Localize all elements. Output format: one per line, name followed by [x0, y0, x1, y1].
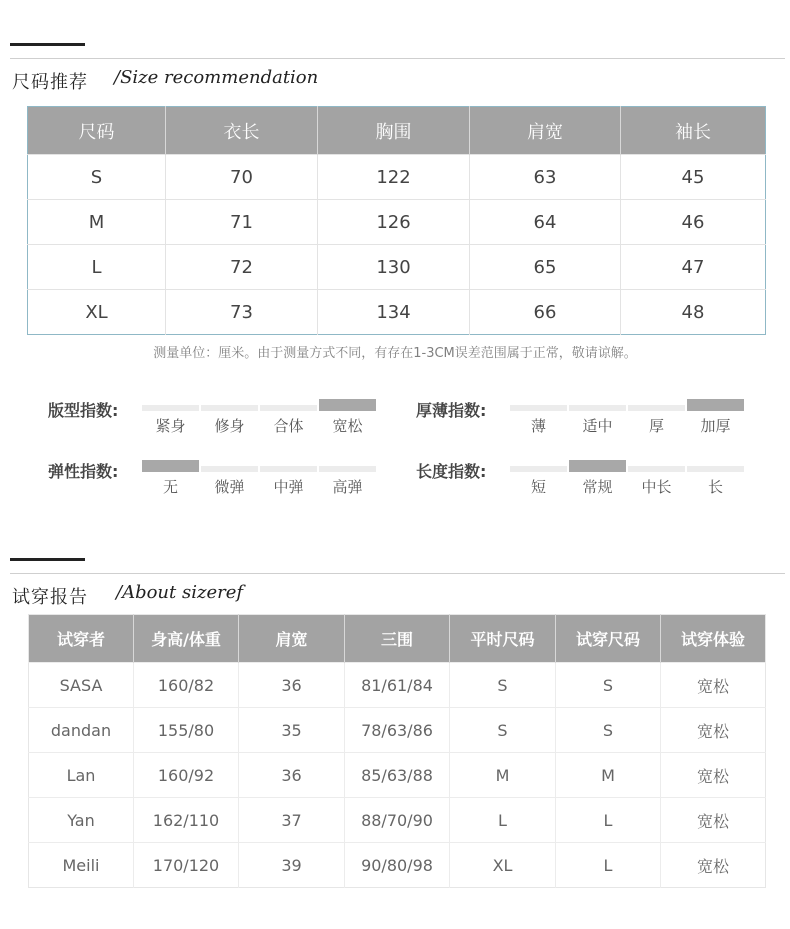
elasticity-index-bar	[319, 466, 376, 472]
elasticity-index-option-label: 中弹	[273, 478, 304, 496]
elasticity-index-option	[319, 460, 376, 497]
thickness-index-option	[687, 399, 744, 436]
fit-index-option-label: 合体	[273, 417, 304, 435]
size-table-cell: 73	[166, 290, 318, 335]
tryon-table-cell: M	[450, 753, 556, 798]
tryon-table-cell: 160/92	[134, 753, 239, 798]
length-index-option	[628, 460, 685, 497]
size-table-cell: 130	[318, 245, 470, 290]
size-table-cell: 126	[318, 200, 470, 245]
elasticity-index-option-label: 高弹	[332, 478, 363, 496]
tryon-table-cell: 宽松	[661, 753, 766, 798]
elasticity-index-option	[260, 460, 317, 497]
tryon-table-cell: 162/110	[134, 798, 239, 843]
size-table-row	[28, 245, 766, 290]
size-table-row	[28, 155, 766, 200]
size-table-cell: M	[28, 200, 166, 245]
size-table-header-cell: 衣长	[166, 107, 318, 155]
tryon-section-subtitle: /About sizeref	[116, 582, 244, 603]
size-table-row	[28, 290, 766, 335]
tryon-table-cell: L	[450, 798, 556, 843]
tryon-table-cell: 36	[239, 753, 345, 798]
tryon-table-header-cell: 试穿者	[29, 615, 134, 663]
tryon-table-cell: 78/63/86	[345, 708, 450, 753]
length-index-bar	[569, 460, 626, 472]
tryon-table-cell: M	[556, 753, 661, 798]
fit-index-option	[142, 399, 199, 436]
thickness-index-option-label: 厚	[648, 417, 664, 435]
thickness-index-bar	[569, 405, 626, 411]
tryon-table-cell: 160/82	[134, 663, 239, 708]
thickness-index-bar	[687, 399, 744, 411]
fit-index-scale	[142, 399, 376, 436]
elasticity-index-bar	[260, 466, 317, 472]
length-index-bar	[628, 466, 685, 472]
tryon-table-cell: 35	[239, 708, 345, 753]
tryon-table-cell: 90/80/98	[345, 843, 450, 888]
tryon-table-cell: 宽松	[661, 798, 766, 843]
thickness-index-bar	[628, 405, 685, 411]
thickness-index-scale	[510, 399, 744, 436]
tryon-table-header-cell: 三围	[345, 615, 450, 663]
section-divider	[10, 58, 785, 59]
fit-index-label: 版型指数:	[48, 401, 119, 420]
thickness-index-option	[510, 399, 567, 436]
length-index-option-label: 中长	[641, 478, 672, 496]
length-index-option-label: 常规	[582, 478, 613, 496]
fit-index-bar	[260, 405, 317, 411]
size-table-header	[28, 107, 766, 155]
size-table-header-cell: 袖长	[621, 107, 766, 155]
size-table-header-cell: 肩宽	[470, 107, 621, 155]
size-table-cell: 46	[621, 200, 766, 245]
thickness-index-option	[569, 399, 626, 436]
tryon-table-cell: L	[556, 798, 661, 843]
tryon-table	[28, 614, 766, 888]
tryon-table-cell: Yan	[29, 798, 134, 843]
tryon-table-cell: S	[556, 663, 661, 708]
size-table-cell: 134	[318, 290, 470, 335]
tryon-table-row	[29, 798, 766, 843]
elasticity-index-option-label: 微弹	[214, 478, 245, 496]
elasticity-index-bar	[142, 460, 199, 472]
size-table-cell: 122	[318, 155, 470, 200]
tryon-table-header-cell: 试穿体验	[661, 615, 766, 663]
tryon-table-header-cell: 身高/体重	[134, 615, 239, 663]
size-section-title: 尺码推荐	[12, 72, 88, 93]
length-index-option-label: 长	[707, 478, 723, 496]
tryon-table-header	[29, 615, 766, 663]
elasticity-index-label: 弹性指数:	[48, 462, 119, 481]
fit-index-option	[201, 399, 258, 436]
tryon-table-header-cell: 肩宽	[239, 615, 345, 663]
tryon-table-cell: dandan	[29, 708, 134, 753]
fit-index-bar	[319, 399, 376, 411]
tryon-table-cell: 37	[239, 798, 345, 843]
length-index-option	[569, 460, 626, 497]
tryon-table-cell: 宽松	[661, 708, 766, 753]
length-index-scale	[510, 460, 744, 497]
section-accent-bar	[10, 43, 85, 46]
tryon-table-cell: 宽松	[661, 843, 766, 888]
fit-index-option	[319, 399, 376, 436]
elasticity-index-scale	[142, 460, 376, 497]
tryon-table-cell: 85/63/88	[345, 753, 450, 798]
fit-index-bar	[201, 405, 258, 411]
tryon-table-cell: 88/70/90	[345, 798, 450, 843]
elasticity-index-option	[201, 460, 258, 497]
size-table-cell: 71	[166, 200, 318, 245]
size-table-cell: 48	[621, 290, 766, 335]
tryon-table-row	[29, 843, 766, 888]
tryon-section-title: 试穿报告	[12, 587, 88, 608]
size-table-cell: L	[28, 245, 166, 290]
size-table-cell: XL	[28, 290, 166, 335]
size-table-cell: 72	[166, 245, 318, 290]
elasticity-index-option-label: 无	[162, 478, 178, 496]
thickness-index-bar	[510, 405, 567, 411]
size-table-cell: 66	[470, 290, 621, 335]
thickness-index-option-label: 加厚	[700, 417, 731, 435]
tryon-table-cell: XL	[450, 843, 556, 888]
tryon-table-cell: 81/61/84	[345, 663, 450, 708]
size-table	[27, 106, 766, 335]
tryon-table-cell: SASA	[29, 663, 134, 708]
thickness-index-option-label: 适中	[582, 417, 613, 435]
tryon-table-cell: S	[450, 708, 556, 753]
thickness-index-label: 厚薄指数:	[416, 401, 487, 420]
thickness-index-option	[628, 399, 685, 436]
section-accent-bar	[10, 558, 85, 561]
tryon-table-cell: Meili	[29, 843, 134, 888]
tryon-table-cell: 170/120	[134, 843, 239, 888]
tryon-table-row	[29, 708, 766, 753]
tryon-table-cell: Lan	[29, 753, 134, 798]
fit-index-option-label: 宽松	[332, 417, 363, 435]
fit-index-bar	[142, 405, 199, 411]
size-table-cell: 63	[470, 155, 621, 200]
length-index-label: 长度指数:	[416, 462, 487, 481]
size-table-cell: 70	[166, 155, 318, 200]
length-index-option	[510, 460, 567, 497]
size-section-subtitle: /Size recommendation	[114, 67, 319, 88]
tryon-table-cell: L	[556, 843, 661, 888]
section-divider	[10, 573, 785, 574]
tryon-table-cell: 155/80	[134, 708, 239, 753]
tryon-table-row	[29, 663, 766, 708]
tryon-table-row	[29, 753, 766, 798]
size-table-cell: 47	[621, 245, 766, 290]
length-index-bar	[687, 466, 744, 472]
length-index-option	[687, 460, 744, 497]
size-table-cell: 45	[621, 155, 766, 200]
tryon-table-header-cell: 平时尺码	[450, 615, 556, 663]
size-table-cell: S	[28, 155, 166, 200]
size-table-cell: 65	[470, 245, 621, 290]
fit-index-option	[260, 399, 317, 436]
tryon-table-cell: 宽松	[661, 663, 766, 708]
elasticity-index-bar	[201, 466, 258, 472]
tryon-table-cell: S	[450, 663, 556, 708]
tryon-table-cell: S	[556, 708, 661, 753]
size-table-cell: 64	[470, 200, 621, 245]
elasticity-index-option	[142, 460, 199, 497]
thickness-index-option-label: 薄	[530, 417, 546, 435]
length-index-bar	[510, 466, 567, 472]
size-table-header-cell: 胸围	[318, 107, 470, 155]
tryon-table-cell: 36	[239, 663, 345, 708]
fit-index-option-label: 紧身	[155, 417, 186, 435]
size-table-row	[28, 200, 766, 245]
size-table-header-cell: 尺码	[28, 107, 166, 155]
measurement-note: 测量单位：厘米。由于测量方式不同，有存在1-3CM误差范围属于正常，敬请谅解。	[153, 346, 637, 361]
length-index-option-label: 短	[530, 478, 546, 496]
tryon-table-header-cell: 试穿尺码	[556, 615, 661, 663]
fit-index-option-label: 修身	[214, 417, 245, 435]
tryon-table-cell: 39	[239, 843, 345, 888]
